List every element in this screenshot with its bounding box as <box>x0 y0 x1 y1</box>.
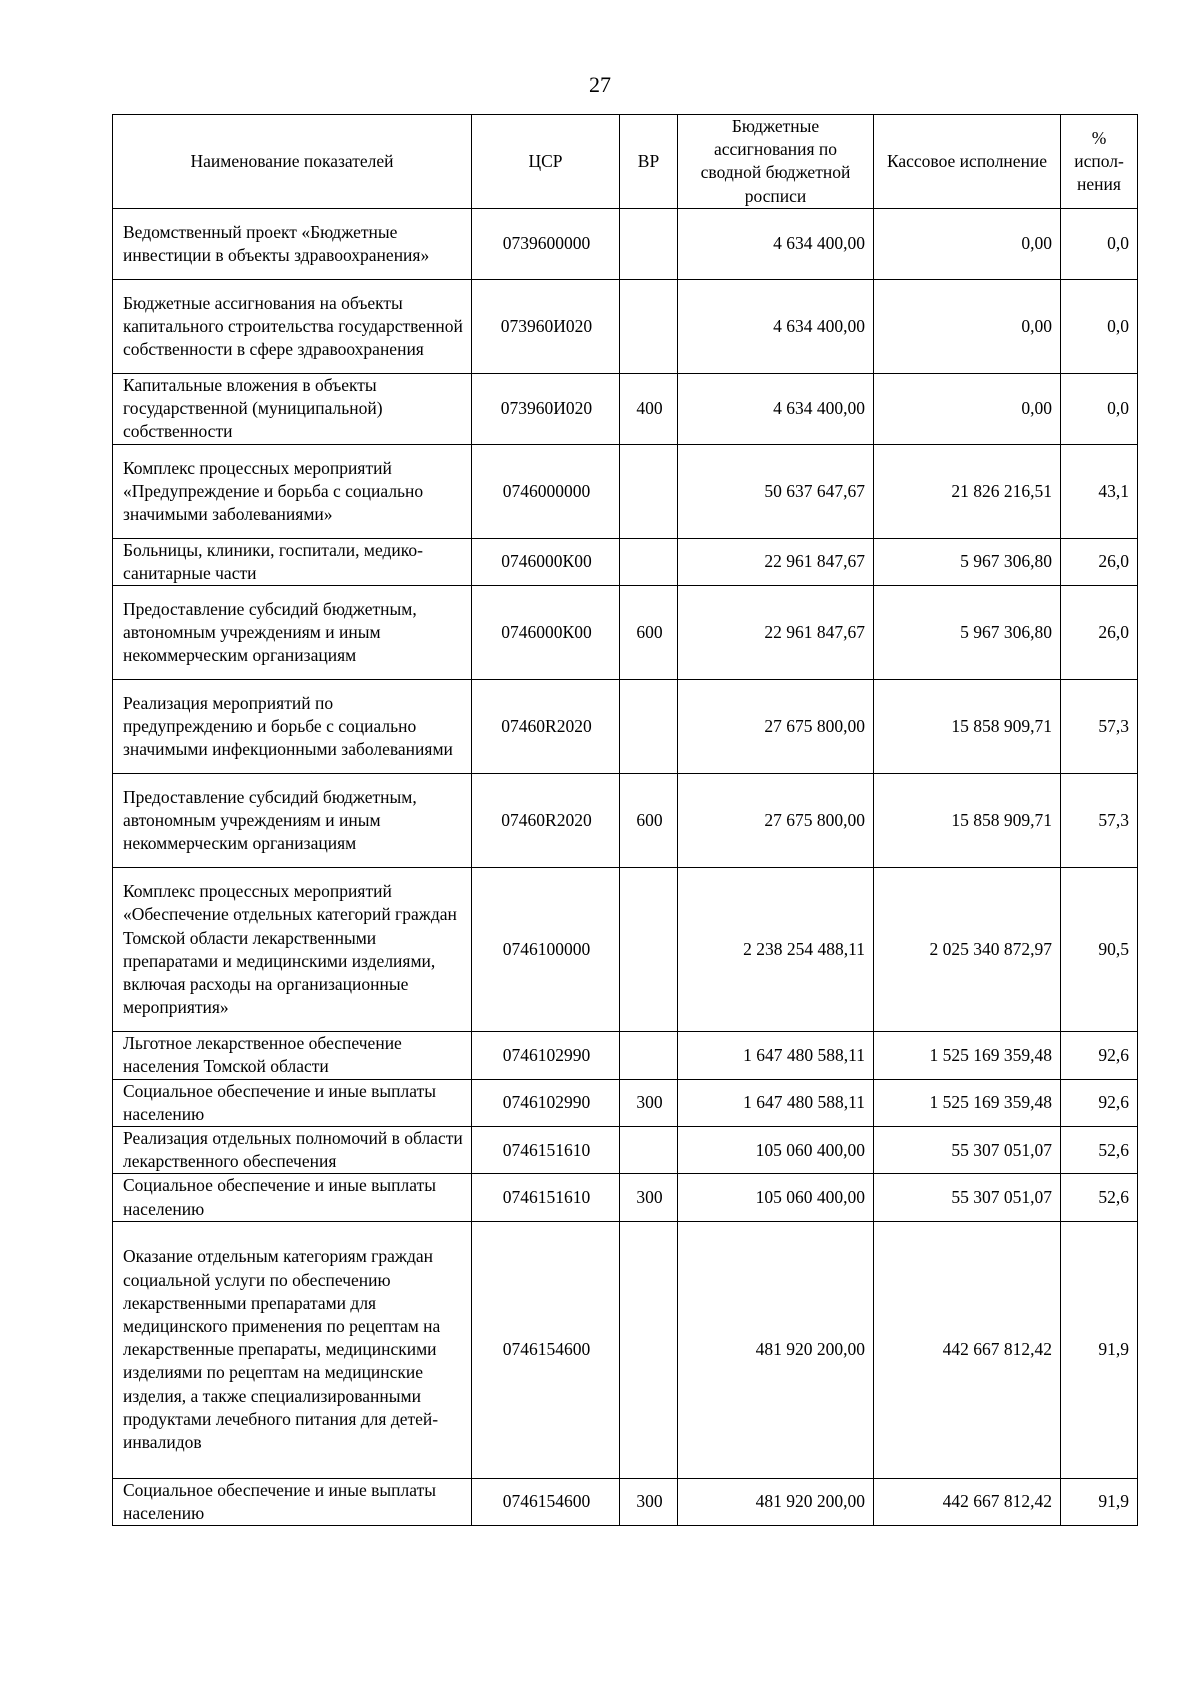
row-executed: 55 307 051,07 <box>874 1174 1061 1221</box>
row-vr: 300 <box>620 1478 678 1525</box>
row-assigned: 4 634 400,00 <box>678 373 874 444</box>
row-vr <box>620 208 678 279</box>
row-percent: 91,9 <box>1061 1478 1138 1525</box>
row-vr <box>620 279 678 373</box>
table-row <box>113 586 1138 680</box>
row-assigned: 27 675 800,00 <box>678 680 874 774</box>
row-executed: 15 858 909,71 <box>874 774 1061 868</box>
table-row <box>113 1174 1138 1221</box>
header-executed: Кассовое исполнение <box>874 115 1061 209</box>
row-executed: 5 967 306,80 <box>874 538 1061 585</box>
row-name: Капитальные вложения в объекты государственной (муниципальной) собственности <box>113 373 472 444</box>
row-executed: 1 525 169 359,48 <box>874 1079 1061 1126</box>
row-assigned: 481 920 200,00 <box>678 1221 874 1478</box>
row-name: Социальное обеспечение и иные выплаты населению <box>113 1478 472 1525</box>
row-percent: 57,3 <box>1061 680 1138 774</box>
row-csr: 0746100000 <box>472 868 620 1032</box>
row-executed: 0,00 <box>874 208 1061 279</box>
row-vr: 300 <box>620 1174 678 1221</box>
row-executed: 55 307 051,07 <box>874 1127 1061 1174</box>
header-name: Наименование показателей <box>113 115 472 209</box>
row-percent: 57,3 <box>1061 774 1138 868</box>
row-vr <box>620 1032 678 1079</box>
row-vr: 400 <box>620 373 678 444</box>
table-header-row <box>113 115 1138 209</box>
row-percent: 92,6 <box>1061 1079 1138 1126</box>
row-csr: 0739600000 <box>472 208 620 279</box>
row-vr <box>620 444 678 538</box>
row-csr: 0746154600 <box>472 1478 620 1525</box>
table-row <box>113 444 1138 538</box>
row-vr: 300 <box>620 1079 678 1126</box>
row-csr: 07460R2020 <box>472 680 620 774</box>
row-assigned: 2 238 254 488,11 <box>678 868 874 1032</box>
row-percent: 90,5 <box>1061 868 1138 1032</box>
row-name: Предоставление субсидий бюджетным, автономным учреждениям и иным некоммерческим организациям <box>113 774 472 868</box>
row-csr: 0746000К00 <box>472 586 620 680</box>
row-executed: 0,00 <box>874 373 1061 444</box>
row-name: Социальное обеспечение и иные выплаты населению <box>113 1174 472 1221</box>
row-percent: 92,6 <box>1061 1032 1138 1079</box>
row-name: Реализация отдельных полномочий в области лекарственного обеспечения <box>113 1127 472 1174</box>
row-percent: 0,0 <box>1061 373 1138 444</box>
row-csr: 0746151610 <box>472 1174 620 1221</box>
row-percent: 52,6 <box>1061 1127 1138 1174</box>
row-vr <box>620 1127 678 1174</box>
row-percent: 0,0 <box>1061 279 1138 373</box>
row-executed: 1 525 169 359,48 <box>874 1032 1061 1079</box>
table-row <box>113 774 1138 868</box>
row-assigned: 22 961 847,67 <box>678 586 874 680</box>
row-percent: 91,9 <box>1061 1221 1138 1478</box>
row-name: Бюджетные ассигнования на объекты капитального строительства государственной собственности в сфере здравоохранения <box>113 279 472 373</box>
row-name: Комплекс процессных мероприятий «Предупреждение и борьба с социально значимыми заболеваниями» <box>113 444 472 538</box>
row-percent: 26,0 <box>1061 586 1138 680</box>
table-row <box>113 208 1138 279</box>
table-row <box>113 279 1138 373</box>
row-csr: 0746000000 <box>472 444 620 538</box>
row-csr: 0746154600 <box>472 1221 620 1478</box>
page-number: 27 <box>589 72 611 97</box>
header-assigned: Бюджетные ассигнования по сводной бюджетной росписи <box>678 115 874 209</box>
row-csr: 0746000К00 <box>472 538 620 585</box>
header-csr: ЦСР <box>472 115 620 209</box>
row-assigned: 50 637 647,67 <box>678 444 874 538</box>
row-vr <box>620 1221 678 1478</box>
row-name: Реализация мероприятий по предупреждению и борьбе с социально значимыми инфекционными заболеваниями <box>113 680 472 774</box>
table-row <box>113 1032 1138 1079</box>
table-row <box>113 1127 1138 1174</box>
row-percent: 26,0 <box>1061 538 1138 585</box>
budget-execution-table <box>112 114 1138 1526</box>
row-percent: 52,6 <box>1061 1174 1138 1221</box>
table-row <box>113 680 1138 774</box>
row-executed: 15 858 909,71 <box>874 680 1061 774</box>
row-assigned: 4 634 400,00 <box>678 208 874 279</box>
header-vr: ВР <box>620 115 678 209</box>
row-assigned: 105 060 400,00 <box>678 1127 874 1174</box>
row-name: Предоставление субсидий бюджетным, автономным учреждениям и иным некоммерческим организациям <box>113 586 472 680</box>
row-assigned: 22 961 847,67 <box>678 538 874 585</box>
row-executed: 442 667 812,42 <box>874 1221 1061 1478</box>
row-name: Оказание отдельным категориям граждан социальной услуги по обеспечению лекарственными препаратами для медицинского применения по рецептам на лекарственные препараты, медицинскими изделиями по рецептам на медицинские изделия, а также специализированными продуктами лечебного питания для детей-инвалидов <box>113 1221 472 1478</box>
row-percent: 0,0 <box>1061 208 1138 279</box>
row-csr: 0746102990 <box>472 1032 620 1079</box>
row-vr: 600 <box>620 774 678 868</box>
row-name: Комплекс процессных мероприятий «Обеспечение отдельных категорий граждан Томской области лекарственными препаратами и медицинскими изделиями, включая расходы на организационные мероприятия» <box>113 868 472 1032</box>
table-row <box>113 868 1138 1032</box>
row-csr: 073960И020 <box>472 373 620 444</box>
row-executed: 5 967 306,80 <box>874 586 1061 680</box>
table-row <box>113 538 1138 585</box>
row-executed: 2 025 340 872,97 <box>874 868 1061 1032</box>
row-vr <box>620 680 678 774</box>
row-csr: 07460R2020 <box>472 774 620 868</box>
row-csr: 0746151610 <box>472 1127 620 1174</box>
row-vr <box>620 868 678 1032</box>
row-assigned: 27 675 800,00 <box>678 774 874 868</box>
row-executed: 442 667 812,42 <box>874 1478 1061 1525</box>
table-row <box>113 1221 1138 1478</box>
row-percent: 43,1 <box>1061 444 1138 538</box>
header-percent: % испол-нения <box>1061 115 1138 209</box>
row-name: Льготное лекарственное обеспечение населения Томской области <box>113 1032 472 1079</box>
row-name: Социальное обеспечение и иные выплаты населению <box>113 1079 472 1126</box>
row-executed: 21 826 216,51 <box>874 444 1061 538</box>
row-assigned: 4 634 400,00 <box>678 279 874 373</box>
row-name: Ведомственный проект «Бюджетные инвестиции в объекты здравоохранения» <box>113 208 472 279</box>
row-assigned: 481 920 200,00 <box>678 1478 874 1525</box>
table-row <box>113 1478 1138 1525</box>
row-csr: 0746102990 <box>472 1079 620 1126</box>
row-executed: 0,00 <box>874 279 1061 373</box>
row-assigned: 105 060 400,00 <box>678 1174 874 1221</box>
row-assigned: 1 647 480 588,11 <box>678 1079 874 1126</box>
row-vr <box>620 538 678 585</box>
table-row <box>113 1079 1138 1126</box>
row-vr: 600 <box>620 586 678 680</box>
row-assigned: 1 647 480 588,11 <box>678 1032 874 1079</box>
row-csr: 073960И020 <box>472 279 620 373</box>
table-row <box>113 373 1138 444</box>
row-name: Больницы, клиники, госпитали, медико-санитарные части <box>113 538 472 585</box>
